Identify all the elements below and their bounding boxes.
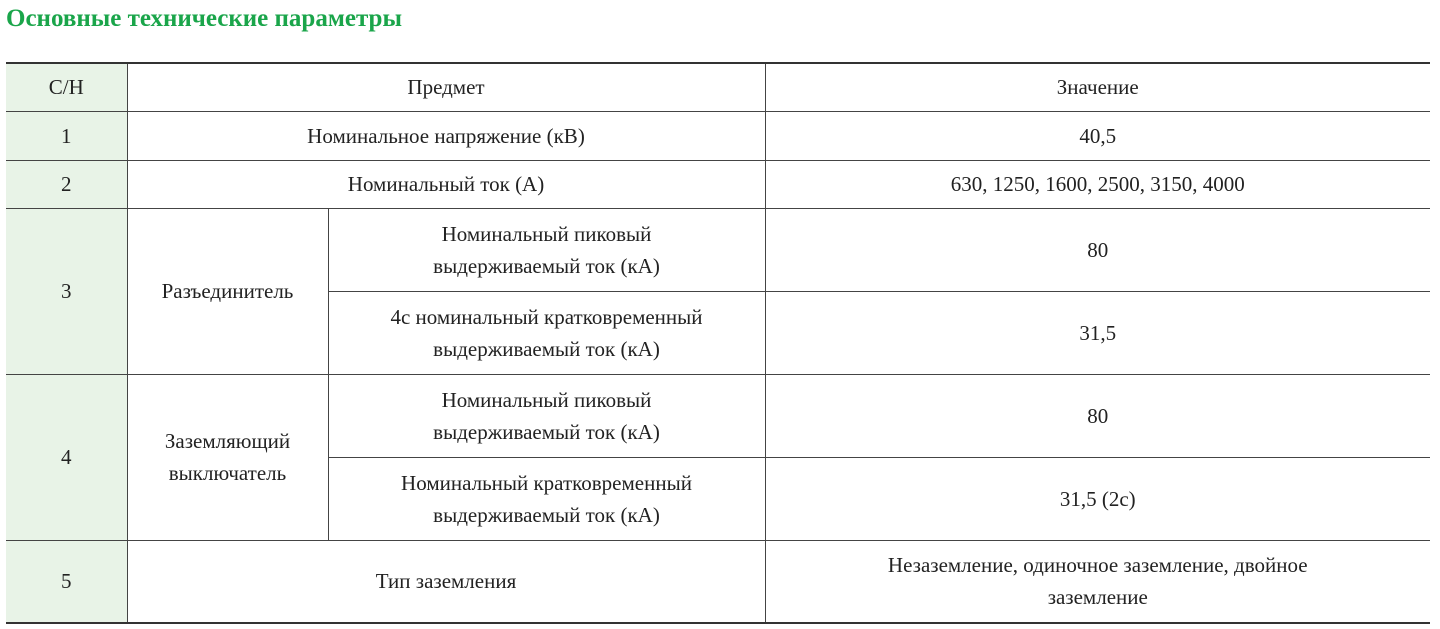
parameter-value: 31,5	[765, 291, 1430, 374]
parameter-group: Заземляющий выключатель	[127, 374, 328, 540]
parameter-value: 80	[765, 208, 1430, 291]
parameter-name: Номинальный кратковременный выдерживаемый ток (кА)	[328, 457, 765, 540]
row-number: 1	[6, 111, 127, 160]
header-row	[6, 63, 1430, 111]
parameter-name: 4с номинальный кратковременный выдерживаемый ток (кА)	[328, 291, 765, 374]
table-row	[6, 540, 1430, 623]
row-number: 2	[6, 160, 127, 208]
header-item: Предмет	[127, 63, 765, 111]
parameter-name: Номинальный пиковый выдерживаемый ток (кА)	[328, 374, 765, 457]
parameter-name: Тип заземления	[127, 540, 765, 623]
header-sn: С/Н	[6, 63, 127, 111]
page-title: Основные технические параметры	[6, 5, 402, 32]
row-number: 3	[6, 208, 127, 374]
technical-parameters-table	[6, 62, 1430, 624]
row-number: 5	[6, 540, 127, 623]
parameter-name: Номинальный пиковый выдерживаемый ток (кА)	[328, 208, 765, 291]
header-value: Значение	[765, 63, 1430, 111]
table-row	[6, 160, 1430, 208]
parameter-group: Разъединитель	[127, 208, 328, 374]
table-row	[6, 208, 1430, 291]
parameter-value: 630, 1250, 1600, 2500, 3150, 4000	[765, 160, 1430, 208]
parameter-value: Незаземление, одиночное заземление, двойное заземление	[765, 540, 1430, 623]
parameter-name: Номинальный ток (А)	[127, 160, 765, 208]
table-row	[6, 111, 1430, 160]
parameter-name: Номинальное напряжение (кВ)	[127, 111, 765, 160]
parameter-value: 80	[765, 374, 1430, 457]
parameter-value: 31,5 (2с)	[765, 457, 1430, 540]
row-number: 4	[6, 374, 127, 540]
table-row	[6, 374, 1430, 457]
parameter-value: 40,5	[765, 111, 1430, 160]
